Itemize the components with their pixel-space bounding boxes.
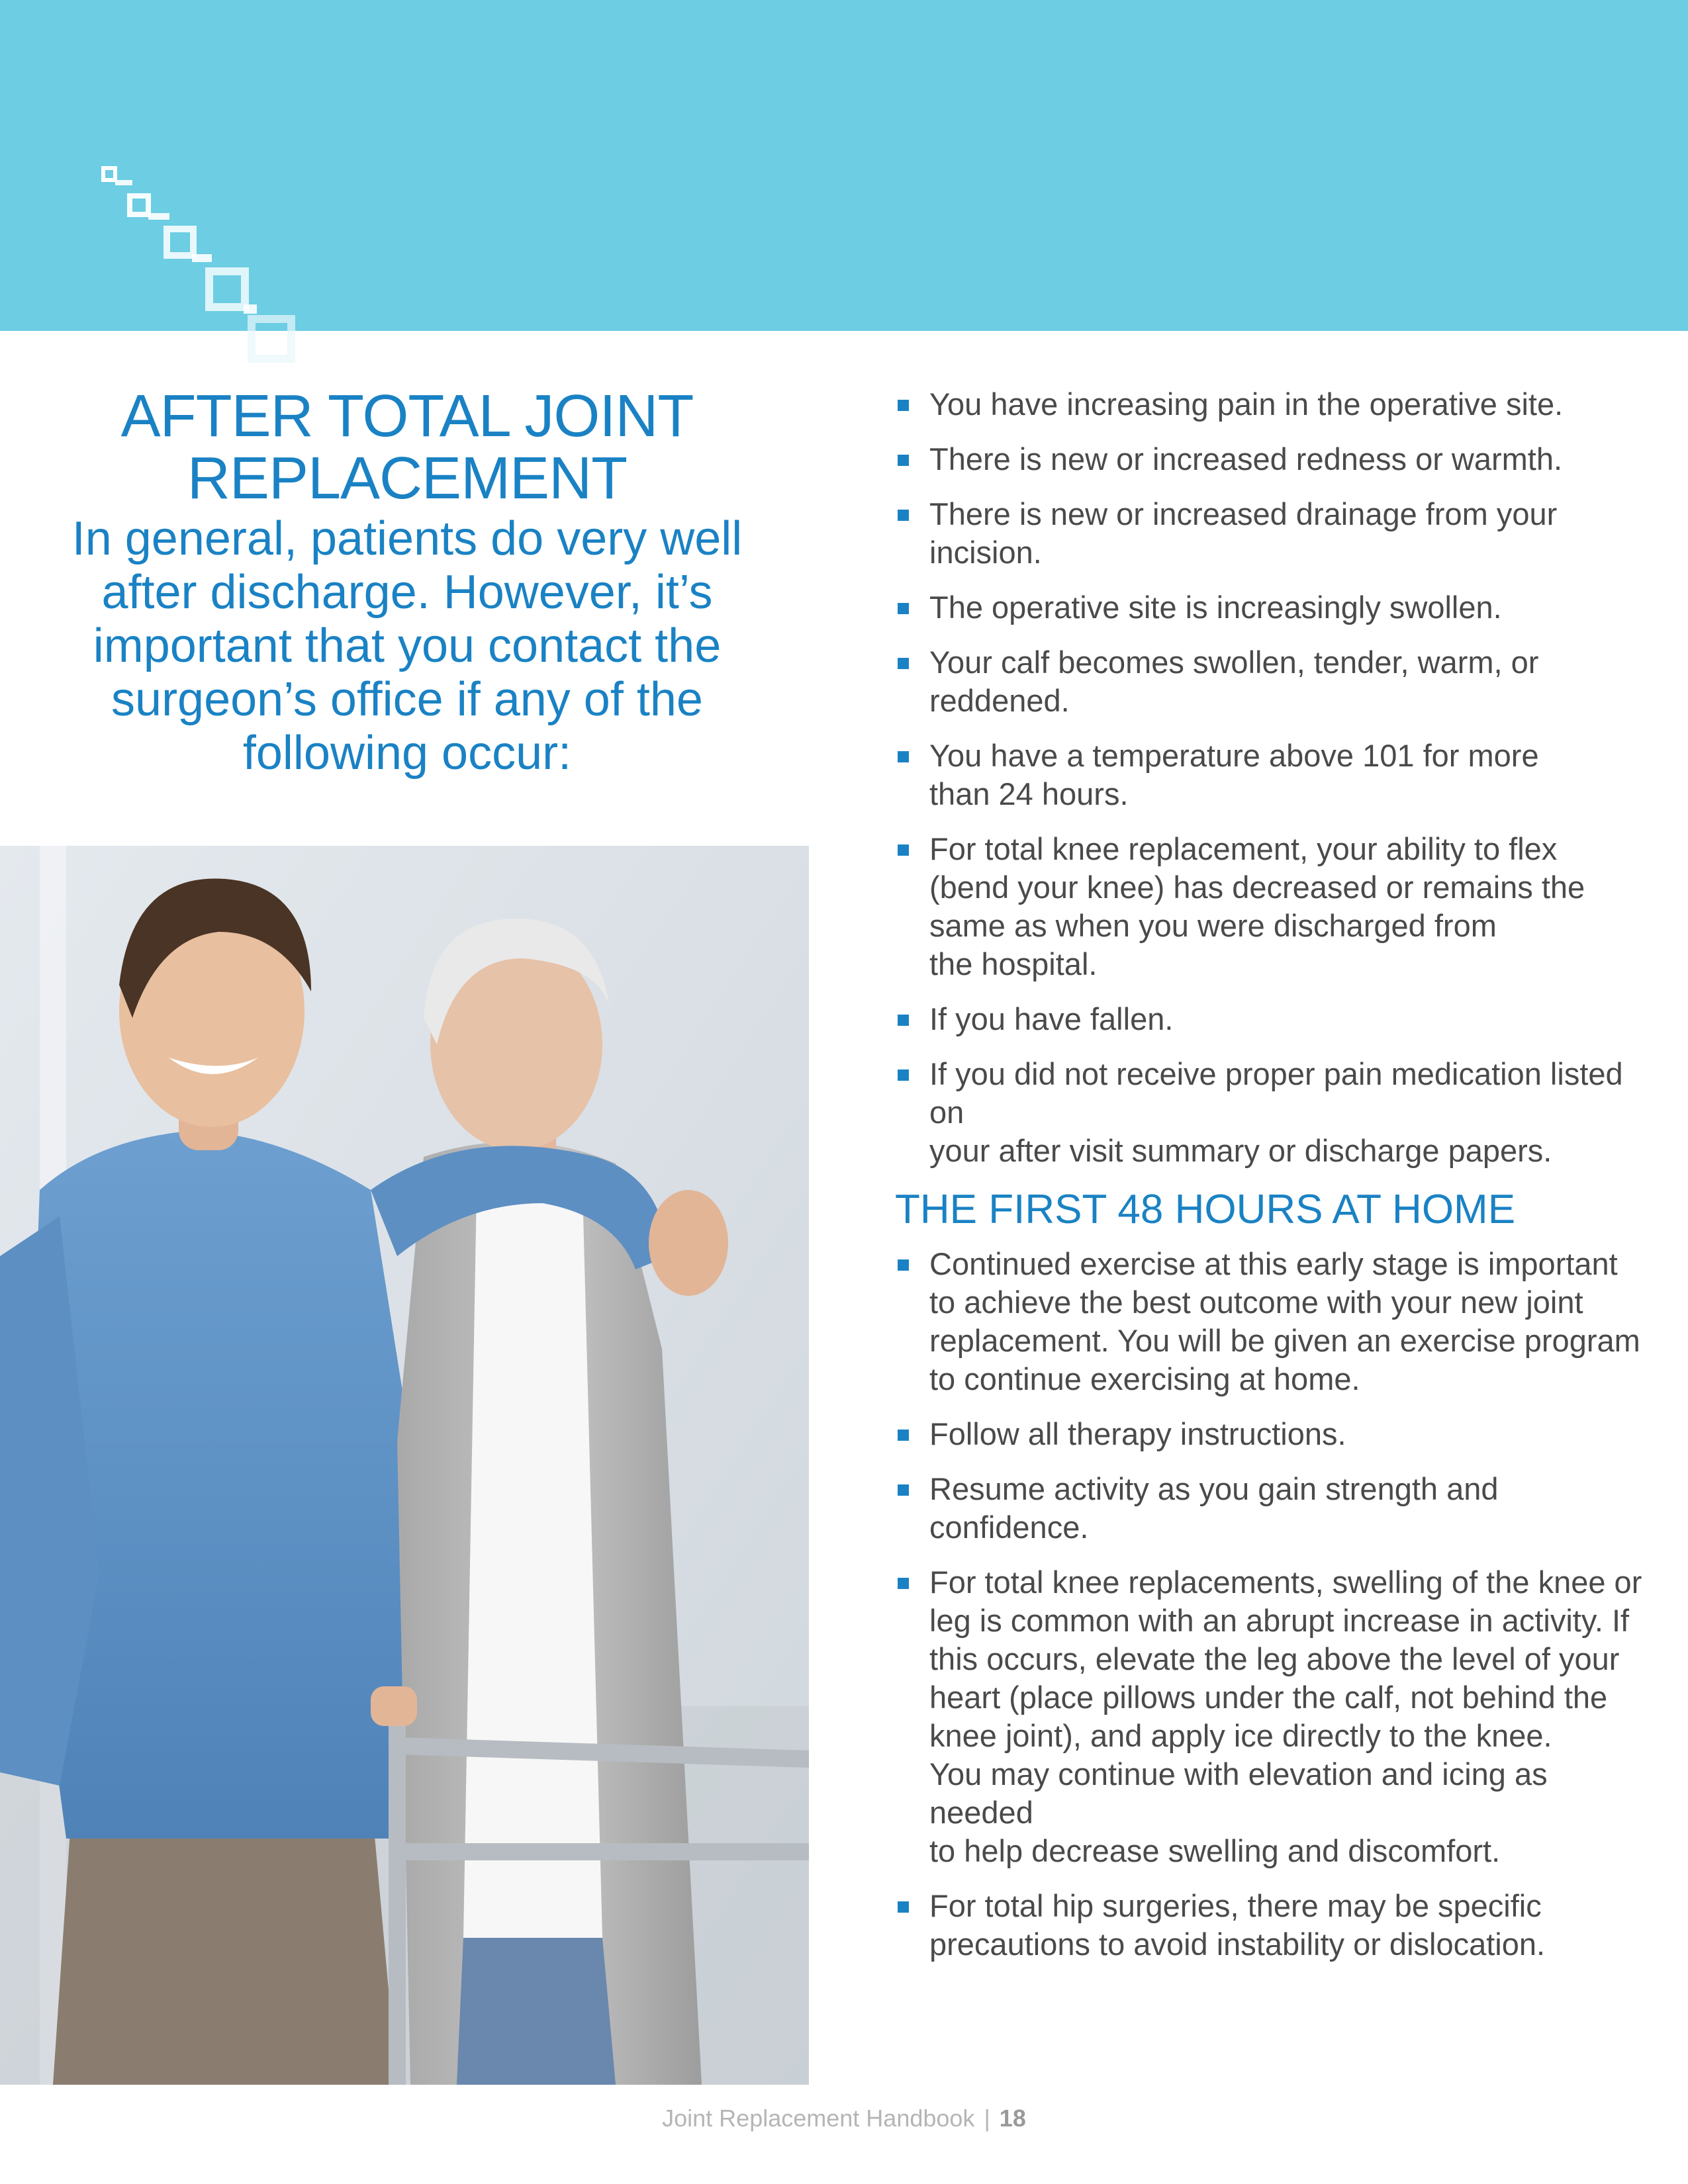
page-title [66,385,748,510]
list-item-line: replacement. You will be given an exercise program [929,1323,1640,1358]
right-column [895,385,1656,1980]
page-footer [0,2105,1688,2132]
list-item [895,1887,1656,1964]
list-item [895,495,1656,572]
list-item-line: There is new or increased redness or warmth. [929,441,1563,477]
list-item-line: than 24 hours. [929,776,1129,811]
bullet-square-icon [898,844,909,856]
list-item-line: Follow all therapy instructions. [929,1416,1346,1451]
list-item [895,1000,1656,1038]
list-item-line: For total knee replacements, swelling of the knee or [929,1565,1642,1600]
contact-conditions-list [895,385,1656,1170]
photo-two-women-with-walker [0,846,809,2085]
intro-line: In general, patients do very well [71,512,743,565]
list-item-line: the hospital. [929,946,1098,981]
list-item-line: leg is common with an abrupt increase in activity. If [929,1603,1630,1638]
list-item-line: (bend your knee) has decreased or remains the [929,870,1585,905]
list-item-line: You may continue with elevation and icing as needed [929,1756,1548,1830]
list-item-line: For total knee replacement, your ability to flex [929,831,1558,866]
section-heading: THE FIRST 48 HOURS AT HOME [895,1187,1516,1232]
linked-squares-decoration [93,158,305,376]
list-item-line: knee joint), and apply ice directly to the knee. [929,1718,1552,1753]
intro-text [66,512,748,780]
list-item [895,1563,1656,1870]
title-line: AFTER TOTAL JOINT [120,383,694,449]
list-item [895,1245,1656,1398]
list-item-line: You have a temperature above 101 for more [929,738,1539,773]
list-item [895,737,1656,813]
list-item-line: If you did not receive proper pain medication listed on [929,1056,1623,1130]
list-item-line: You have increasing pain in the operative site. [929,387,1564,422]
list-item [895,643,1656,720]
list-item [895,830,1656,983]
list-item-line: For total hip surgeries, there may be specific [929,1888,1542,1923]
bullet-square-icon [898,751,909,762]
list-item-line: this occurs, elevate the leg above the level of your [929,1641,1620,1676]
list-item [895,1415,1656,1453]
intro-line: important that you contact the [93,619,722,672]
list-item-line: Your calf becomes swollen, tender, warm, or [929,645,1539,680]
list-item-line: to help decrease swelling and discomfort. [929,1833,1501,1868]
list-item-line: There is new or increased drainage from your incision. [929,496,1558,570]
first-48-hours-list [895,1245,1656,1964]
bullet-square-icon [898,1015,909,1026]
bullet-square-icon [898,455,909,466]
list-item [895,588,1656,627]
list-item-line: to achieve the best outcome with your new joint [929,1285,1583,1320]
list-item [895,1055,1656,1170]
list-item [895,1470,1656,1547]
list-item-line: The operative site is increasingly swollen. [929,590,1502,625]
bullet-square-icon [898,1484,909,1496]
bullet-square-icon [898,658,909,669]
page-number: 18 [999,2105,1026,2132]
list-item-line: your after visit summary or discharge papers. [929,1133,1552,1168]
bullet-square-icon [898,1259,909,1271]
list-item [895,385,1656,424]
list-item-line: to continue exercising at home. [929,1361,1360,1396]
list-item [895,440,1656,478]
list-item-line: reddened. [929,683,1070,718]
left-heading-block [66,385,748,780]
bullet-square-icon [898,1901,909,1913]
title-line: REPLACEMENT [187,445,628,512]
list-item-line: precautions to avoid instability or dislocation. [929,1927,1546,1962]
bullet-square-icon [898,510,909,521]
list-item-line: same as when you were discharged from [929,908,1497,943]
list-item-line: Resume activity as you gain strength and confidence. [929,1471,1499,1545]
list-item-line: Continued exercise at this early stage is important [929,1246,1618,1281]
intro-line: after discharge. However, it’s [101,566,713,619]
intro-line: following occur: [242,727,572,780]
bullet-square-icon [898,1430,909,1441]
bullet-square-icon [898,603,909,614]
photo-illustration [0,846,809,2085]
list-item-line: heart (place pillows under the calf, not behind the [929,1680,1608,1715]
footer-separator: | [984,2105,990,2132]
bullet-square-icon [898,400,909,411]
footer-title: Joint Replacement Handbook [662,2105,975,2132]
intro-line: surgeon’s office if any of the [111,673,703,726]
bullet-square-icon [898,1578,909,1589]
bullet-square-icon [898,1069,909,1081]
list-item-line: If you have fallen. [929,1001,1174,1036]
